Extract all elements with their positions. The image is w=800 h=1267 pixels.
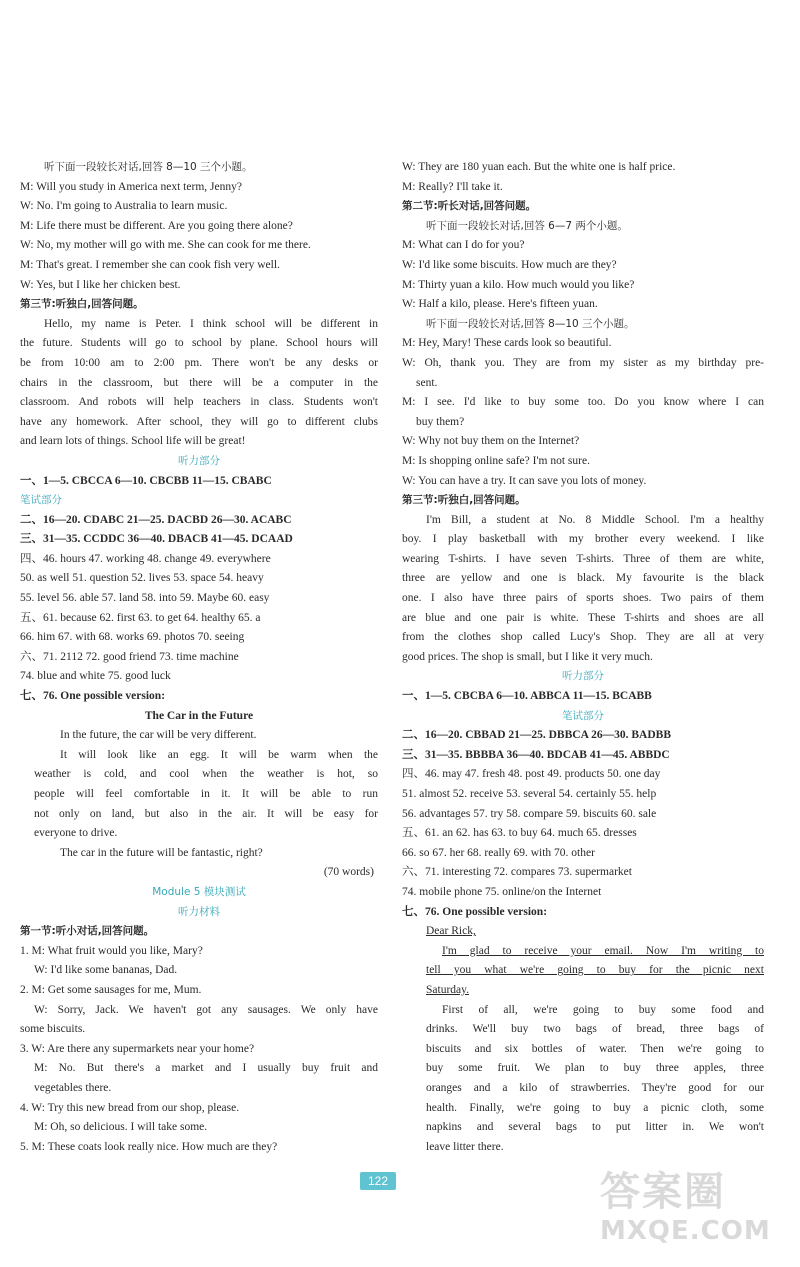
text-line: M: I see. I'd like to buy some too. Do you know where I can: [402, 396, 764, 409]
text-line: 56. advantages 57. try 58. compare 59. biscuits 60. sale: [402, 807, 657, 820]
text-line: 听下面一段较长对话,回答 8—10 三个小题。: [44, 161, 253, 173]
text-line: biscuits and six bottles of water. Then we're going to: [426, 1042, 764, 1055]
text-line: 五、61. because 62. first 63. to get 64. healthy 65. a: [20, 611, 261, 624]
text-line: 第二节:听长对话,回答问题。: [402, 200, 537, 213]
text-line: 二、16—20. CBBAD 21—25. DBBCA 26—30. BADBB: [402, 729, 671, 742]
text-line: 第三节:听独白,回答问题。: [20, 298, 144, 311]
text-line: W: Sorry, Jack. We haven't got any sausages. We only have: [34, 1003, 378, 1016]
text-line: buy them?: [416, 415, 465, 428]
text-line: 七、76. One possible version:: [20, 690, 166, 703]
text-line: W: Oh, thank you. They are from my sister as my birthday pre-: [402, 356, 764, 369]
text-line: W: No. I'm going to Australia to learn music.: [20, 200, 228, 213]
text-line: some biscuits.: [20, 1023, 86, 1036]
text-line: W: I'd like some bananas, Dad.: [34, 964, 178, 977]
text-line: Module 5 模块测试: [152, 885, 246, 898]
text-line: 四、46. may 47. fresh 48. post 49. products 50. one day: [402, 768, 661, 781]
text-line: sent.: [416, 376, 438, 389]
text-line: have any homework. After school, they will go to different clubs: [20, 415, 378, 428]
text-line: drinks. We'll buy two bags of bread, three bags of: [426, 1023, 764, 1036]
page-number: 122: [360, 1172, 396, 1190]
text-line: 2. M: Get some sausages for me, Mum.: [20, 983, 202, 996]
text-line: napkins and several bags to put litter in. We won't: [426, 1121, 764, 1134]
text-line: I'm glad to receive your email. Now I'm writing to: [442, 944, 764, 957]
text-line: 三、31—35. BBBBA 36—40. BDCAB 41—45. ABBDC: [402, 748, 670, 761]
text-line: M: Thirty yuan a kilo. How much would you like?: [402, 278, 635, 291]
text-line: 笔试部分: [20, 494, 62, 507]
text-line: 66. him 67. with 68. works 69. photos 70. seeing: [20, 631, 245, 644]
text-line: W: They are 180 yuan each. But the white one is half price.: [402, 161, 676, 173]
text-line: tell you what we're going to buy for the picnic next: [426, 964, 764, 977]
watermark-logo: [600, 1168, 795, 1258]
text-line: and learn lots of things. School life will be great!: [20, 435, 246, 448]
text-line: 笔试部分: [562, 709, 604, 722]
text-line: three are yellow and one is black. My favourite is the black: [402, 572, 764, 585]
text-line: The car in the future will be fantastic, right?: [60, 846, 263, 859]
text-line: are blue and one pair is white. These T-shirts and shoes are all: [402, 611, 764, 624]
text-line: classroom. And robots will help teachers in class. Students won't: [20, 396, 378, 409]
text-line: buy some fruit. We plan to buy three apples, three: [426, 1062, 764, 1075]
right-column: [402, 158, 764, 1157]
text-line: 74. mobile phone 75. online/on the Internet: [402, 885, 602, 898]
text-line: 听下面一段较长对话,回答 6—7 两个小题。: [426, 219, 628, 232]
text-line: In the future, the car will be very different.: [60, 729, 257, 742]
text-line: leave litter there.: [426, 1140, 504, 1153]
text-line: 3. W: Are there any supermarkets near your home?: [20, 1042, 255, 1055]
text-line: everyone to drive.: [34, 827, 118, 840]
text-line: W: Yes, but I like her chicken best.: [20, 278, 181, 291]
text-line: be from 10:00 am to 2:00 pm. There won't be any desks or: [20, 356, 378, 369]
text-line: M: No. But there's a market and I usually buy fruit and: [34, 1062, 378, 1075]
text-line: W: No, my mother will go with me. She can cook for me there.: [20, 239, 311, 252]
text-line: M: Will you study in America next term, Jenny?: [20, 180, 242, 193]
text-line: M: Oh, so delicious. I will take some.: [34, 1121, 208, 1134]
text-line: 六、71. 2112 72. good friend 73. time machine: [20, 650, 239, 663]
text-line: It will look like an egg. It will be warm when the: [60, 748, 378, 761]
text-line: 听力材料: [178, 905, 220, 918]
text-line: 5. M: These coats look really nice. How much are they?: [20, 1140, 278, 1153]
text-line: 1. M: What fruit would you like, Mary?: [20, 944, 203, 957]
text-line: M: Is shopping online safe? I'm not sure.: [402, 454, 590, 467]
text-line: W: I'd like some biscuits. How much are they?: [402, 258, 617, 271]
text-line: 51. almost 52. receive 53. several 54. certainly 55. help: [402, 788, 657, 800]
text-line: vegetables there.: [34, 1081, 112, 1094]
watermark-cn: 答案圈: [600, 1169, 726, 1215]
text-line: 第一节:听小对话,回答问题。: [20, 925, 155, 938]
text-line: 六、71. interesting 72. compares 73. supermarket: [402, 866, 632, 879]
text-line: W: Why not buy them on the Internet?: [402, 435, 580, 448]
text-line: 五、61. an 62. has 63. to buy 64. much 65. dresses: [402, 827, 637, 840]
text-line: the future. Students will go to school by plane. School hours will: [20, 337, 378, 350]
text-line: M: Hey, Mary! These cards look so beautiful.: [402, 337, 612, 350]
text-line: 66. so 67. her 68. really 69. with 70. other: [402, 846, 595, 859]
text-line: 听下面一段较长对话,回答 8—10 三个小题。: [426, 317, 635, 330]
text-line: from the clothes shop called Lucy's Shop. They are all at very: [402, 631, 764, 644]
text-line: The Car in the Future: [144, 709, 254, 722]
text-line: not only on land, but also in the air. It will be easy for: [34, 807, 378, 820]
text-line: oranges and a kilo of strawberries. They're good for our: [426, 1081, 764, 1094]
text-line: First of all, we're going to buy some food and: [442, 1003, 764, 1016]
text-line: 四、46. hours 47. working 48. change 49. everywhere: [20, 552, 271, 565]
text-line: 听力部分: [562, 670, 604, 683]
text-line: chairs in the classroom, but there will be a computer in the: [20, 376, 378, 389]
text-line: 一、1—5. CBCCA 6—10. CBCBB 11—15. CBABC: [20, 474, 272, 487]
text-line: M: Really? I'll take it.: [402, 180, 503, 193]
text-line: 七、76. One possible version:: [402, 905, 548, 918]
text-line: boy. I play basketball with my brother every weekend. I like: [402, 533, 764, 546]
text-line: Dear Rick,: [426, 925, 476, 938]
text-line: M: That's great. I remember she can cook fish very well.: [20, 258, 280, 271]
text-line: 50. as well 51. question 52. lives 53. space 54. heavy: [20, 572, 264, 585]
text-line: W: You can have a try. It can save you lots of money.: [402, 474, 647, 487]
text-line: weather is cold, and cool when the weather is hot, so: [34, 768, 378, 781]
text-line: Saturday.: [426, 983, 470, 996]
text-line: 听力部分: [178, 454, 220, 467]
text-line: I'm Bill, a student at No. 8 Middle School. I'm a healthy: [426, 513, 764, 526]
text-line: 三、31—35. CCDDC 36—40. DBACB 41—45. DCAAD: [20, 533, 293, 546]
text-line: health. Finally, we're going to buy a picnic cloth, some: [426, 1101, 764, 1114]
text-line: M: What can I do for you?: [402, 239, 525, 252]
text-line: good prices. The shop is small, but I like it very much.: [402, 650, 653, 663]
text-line: 第三节:听独白,回答问题。: [402, 494, 526, 507]
text-line: 一、1—5. CBCBA 6—10. ABBCA 11—15. BCABB: [402, 690, 652, 703]
text-line: Hello, my name is Peter. I think school will be different in: [44, 317, 378, 330]
text-line: 74. blue and white 75. good luck: [20, 670, 171, 683]
left-column: [20, 158, 378, 1157]
text-line: (70 words): [323, 866, 374, 879]
text-line: 55. level 56. able 57. land 58. into 59. Maybe 60. easy: [20, 592, 270, 605]
text-line: one. I also have three pairs of sports shoes. Two pairs of them: [402, 592, 764, 605]
text-line: M: Life there must be different. Are you going there alone?: [20, 219, 293, 232]
text-line: people will feel comfortable in it. It will be able to run: [34, 788, 378, 800]
text-line: wearing T-shirts. I have seven T-shirts. Three of them are white,: [402, 552, 764, 565]
watermark-en: MXQE.COM: [600, 1216, 771, 1246]
text-line: 二、16—20. CDABC 21—25. DACBD 26—30. ACABC: [20, 513, 292, 526]
text-line: W: Half a kilo, please. Here's fifteen yuan.: [402, 298, 598, 311]
text-line: 4. W: Try this new bread from our shop, please.: [20, 1101, 240, 1114]
